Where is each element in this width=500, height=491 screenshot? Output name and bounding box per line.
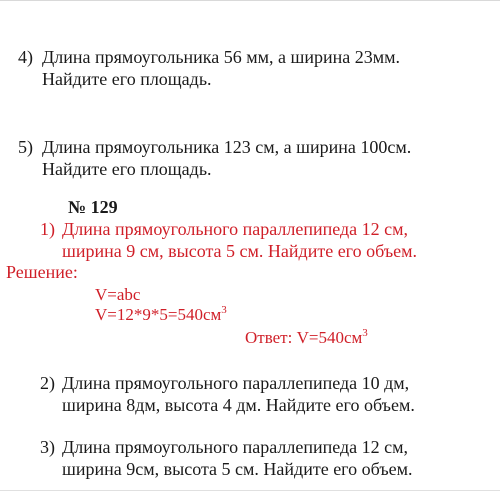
task-number-heading: № 129 <box>68 197 118 217</box>
problem-text <box>62 372 415 416</box>
problem-number: 3) <box>40 437 55 457</box>
formula-volume: V=abc <box>95 285 141 304</box>
problem-number: 1) <box>40 219 55 239</box>
top-divider <box>0 0 500 1</box>
problem-line-1: Длина прямоугольника 123 см, а ширина 100см. <box>42 137 412 157</box>
problem-line-2: ширина 9см, высота 5 см. Найдите его объем. <box>62 459 413 479</box>
problem-number: 5) <box>18 137 33 157</box>
problem-line-2: ширина 8дм, высота 4 дм. Найдите его объем. <box>62 395 415 415</box>
cubic-exponent: 3 <box>221 304 227 316</box>
problem-text <box>62 218 417 262</box>
solution-label: Решение: <box>6 262 78 282</box>
formula-calculation <box>95 304 227 325</box>
problem-line-1: Длина прямоугольника 56 мм, а ширина 23мм. <box>42 47 401 67</box>
problem-line-1: Длина прямоугольного параллепипеда 10 дм, <box>62 373 410 393</box>
problem-number: 4) <box>18 47 33 67</box>
cubic-exponent: 3 <box>362 327 368 339</box>
problem-text <box>42 46 400 90</box>
problem-line-1: Длина прямоугольного параллепипеда 12 см, <box>62 437 408 457</box>
problem-text <box>42 136 411 180</box>
problem-number: 2) <box>40 373 55 393</box>
answer-text <box>245 327 368 348</box>
problem-line-1: Длина прямоугольного параллепипеда 12 см, <box>62 219 408 239</box>
problem-text <box>62 436 413 480</box>
problem-line-2: ширина 9 см, высота 5 см. Найдите его объем. <box>62 241 418 261</box>
answer-main: Ответ: V=540см <box>245 328 363 347</box>
problem-line-2: Найдите его площадь. <box>42 159 212 179</box>
problem-line-2: Найдите его площадь. <box>42 69 212 89</box>
formula-calculation-main: V=12*9*5=540см <box>95 305 222 324</box>
